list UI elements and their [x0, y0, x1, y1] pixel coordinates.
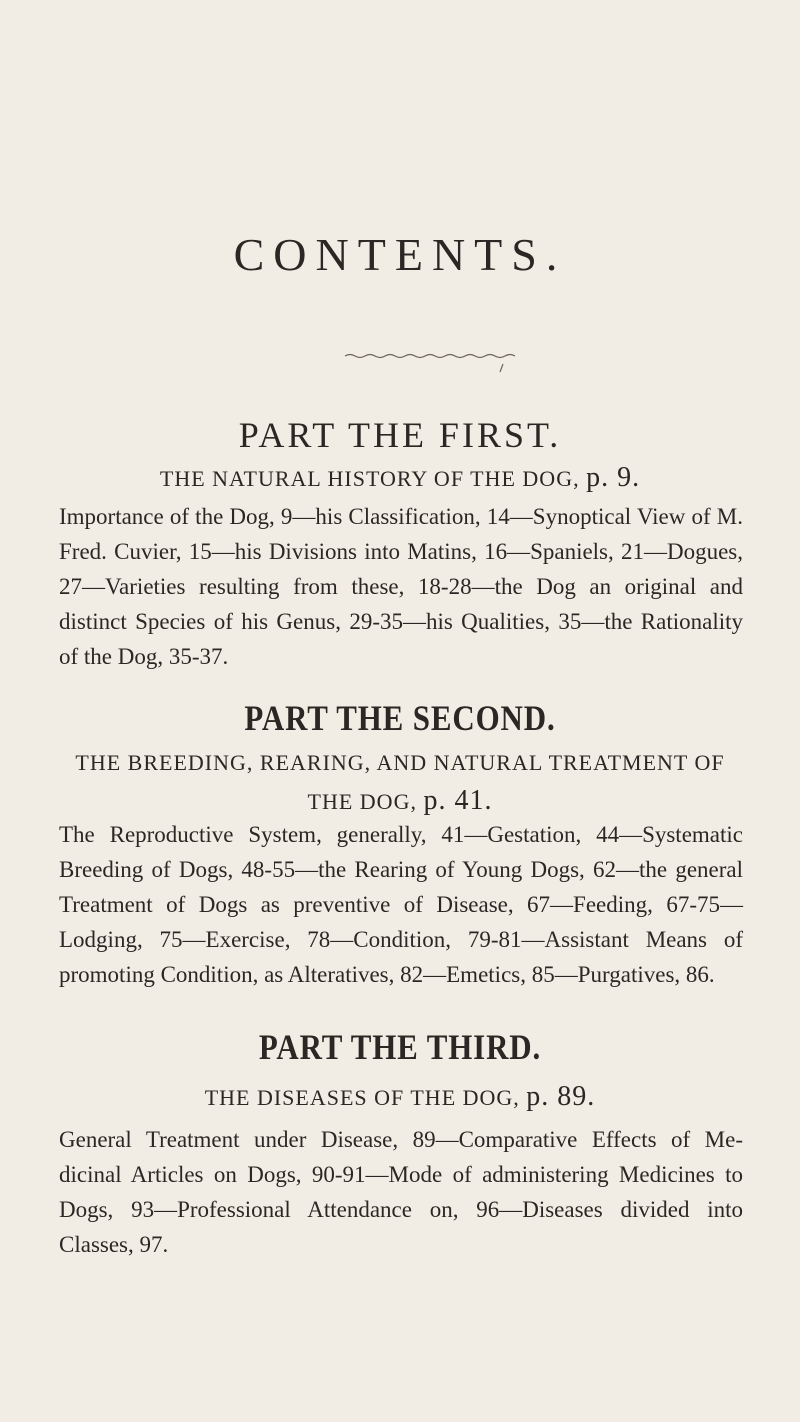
contents-title: CONTENTS. [233, 229, 567, 280]
part-third-subtitle [60, 1078, 740, 1117]
part-first-page-ref: p. 9. [586, 462, 641, 493]
part-third-page-ref: p. 89. [526, 1081, 596, 1112]
part-second-subtitle-text: THE BREEDING, REARING, AND NATURAL TREATMENT OF THE DOG, [75, 750, 725, 814]
part-second-subtitle [60, 744, 740, 821]
decorative-rule [343, 352, 515, 374]
part-first-body: Importance of the Dog, 9—his Classification, 14—Synoptical View of M. Fred. Cuvier, 15—his Divisions into Matins, 16—Spaniels, 21—Dogues, 27—Varieties resulting from these, 18-28—the Dog an original and distinct Species of his Genus, 29-35—his Qualities, 35—the Rationality of the Dog, 35-37. [59, 504, 743, 669]
part-first-subtitle [60, 459, 740, 498]
part-first-subtitle-text: THE NATURAL HISTORY OF THE DOG, [159, 466, 580, 491]
part-second-heading: PART THE SECOND. [244, 698, 556, 738]
part-second-page-ref: p. 41. [423, 785, 493, 816]
part-third-body: General Treatment under Disease, 89—Comparative Effects of Me-dicinal Articles on Dogs, 90-91—Mode of administering Medicines to Dogs, 93—Professional Attendance on, 96—Diseases divided into Classes, 97. [59, 1127, 743, 1257]
part-third-subtitle-text: THE DISEASES OF THE DOG, [204, 1085, 520, 1110]
part-third-heading: PART THE THIRD. [258, 1027, 542, 1067]
part-first-heading: PART THE FIRST. [238, 415, 562, 455]
part-second-body: The Reproductive System, generally, 41—Gestation, 44—Systematic Breeding of Dogs, 48-55—the Rearing of Young Dogs, 62—the general Treatment of Dogs as preventive of Disease, 67—Feeding, 67-75—Lodging, 75—Exercise, 78—Condition, 79-81—Assistant Means of promoting Condition, as Alteratives, 82—Emetics, 85—Purgatives, 86. [59, 822, 743, 987]
